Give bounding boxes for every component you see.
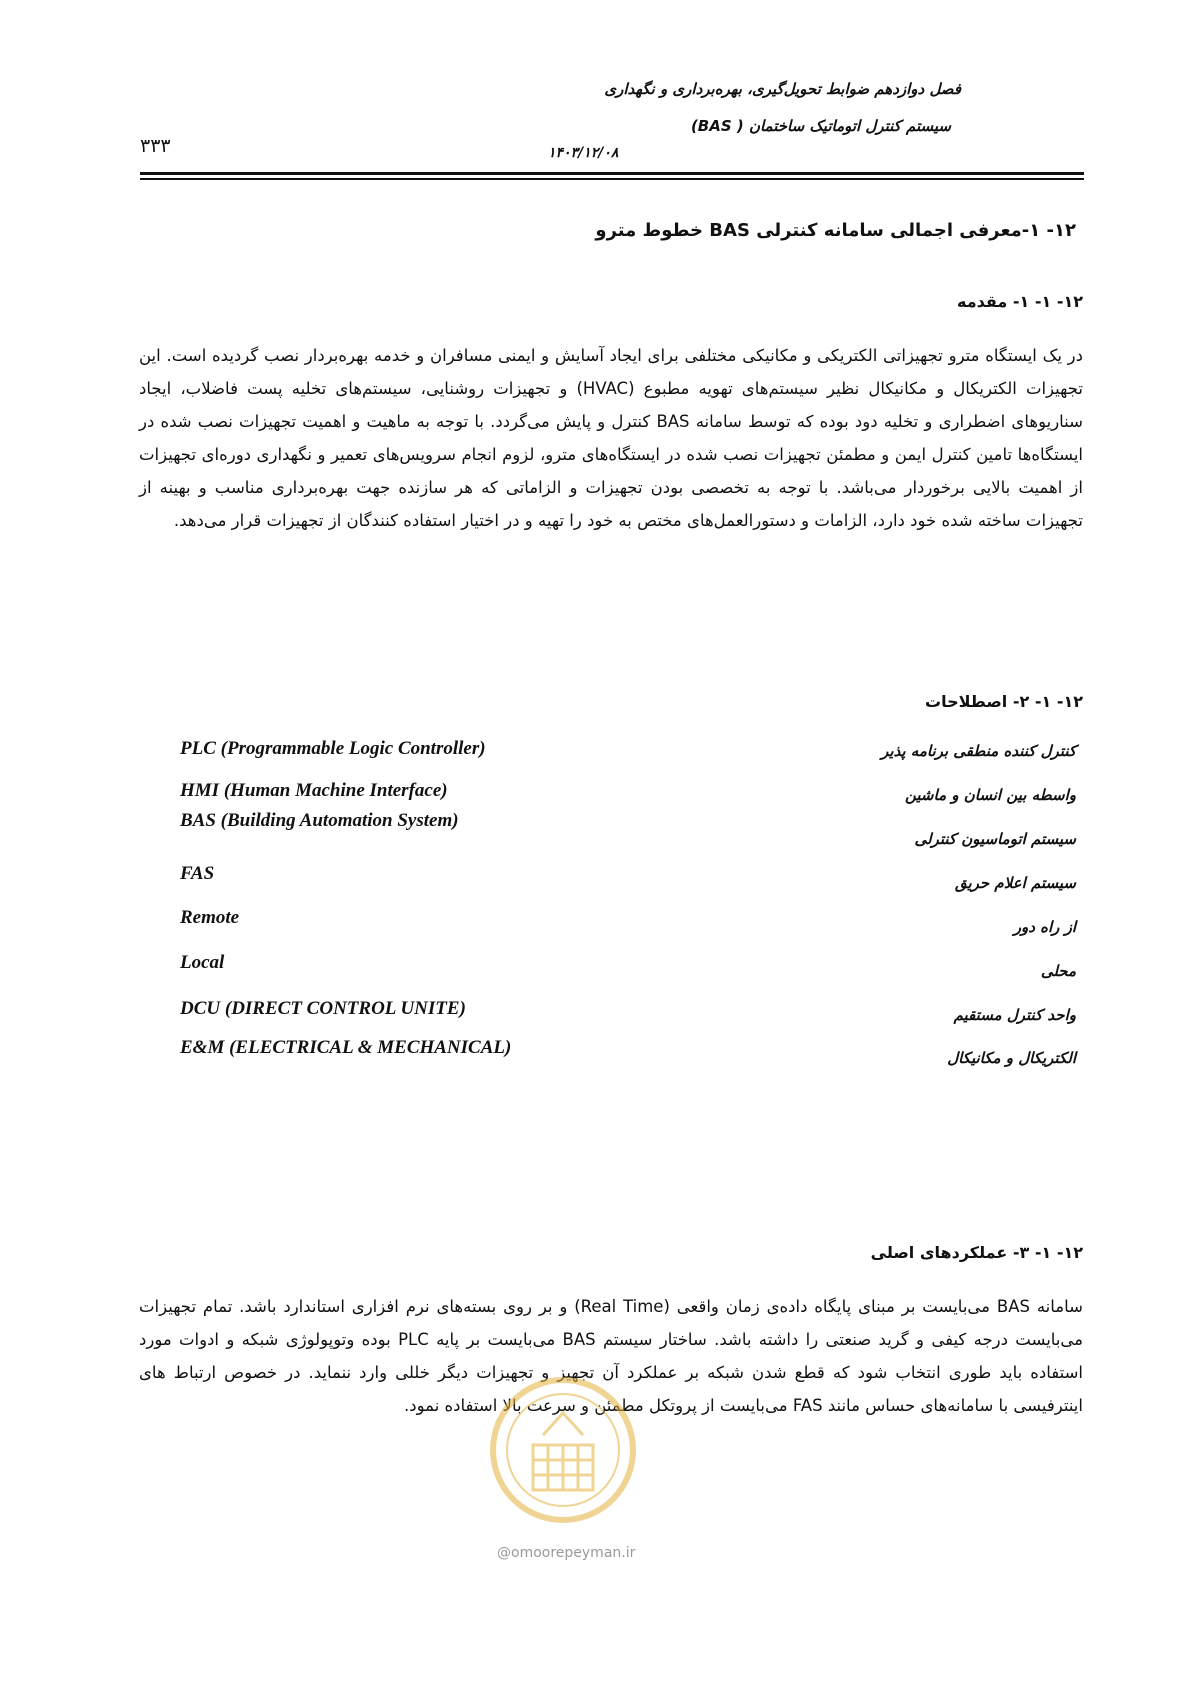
term-en: E&M (ELECTRICAL & MECHANICAL) [180, 1037, 512, 1058]
functions-paragraph: سامانه BAS می‌بایست بر مبنای پایگاه داده‌ی زمان واقعی (Real Time) و بر روی بسته‌های نرم افزاری استاندارد باشد. تمام تجهیزات می‌بایست درجه کیفی و گرید صنعتی را داشته باشد. ساختار سیستم BAS می‌بایست بر پایه PLC بوده وتوپولوژی شبکه و ادوات مورد استفاده باید طوری انتخاب شود که قطع شدن شبکه بر عملکرد آن تجهیز و تجهیزات دیگر خللی وارد ننماید. در خصوص ارتباط های اینترفیسی با سامانه‌های حساس مانند FAS می‌بایست از پروتکل مطمئن و سرعت بالا استفاده نمود. [139, 1297, 1084, 1415]
term-en: FAS [180, 863, 215, 884]
chapter-title: فصل دوازدهم ضوابط تحویل‌گیری، بهره‌برداری و نگهداری [604, 80, 961, 98]
page-number: ۳۳۳ [140, 135, 171, 157]
term-fa: محلی [1040, 962, 1076, 980]
intro-heading: ۱۲- ۱- ۱- مقدمه [957, 292, 1083, 311]
intro-paragraph: در یک ایستگاه مترو تجهیزاتی الکتریکی و مکانیکی مختلفی برای ایجاد آسایش و ایمنی مسافران و خدمه بهره‌بردار نصب گردیده است. این تجهیزات الکتریکال و مکانیکال نظیر سیستم‌های تهویه مطبوع (HVAC) و تجهیزات روشنایی، سیستم‌های تخلیه پست فاضلاب، ایجاد سناریوهای اضطراری و تخلیه دود بوده که توسط سامانه BAS کنترل و پایش می‌گردد. با توجه به ماهیت و اهمیت تجهیزات نصب شده در ایستگاه‌ها تامین کنترل ایمن و مطمئن تجهیزات نصب شده در ایستگاه‌های مترو، لزوم انجام سرویس‌های تعمیر و نگهداری دوره‌ای تجهیزات از اهمیت بالایی برخوردار می‌باشد. با توجه به تخصصی بودن تجهیزات و الزاماتی که هر سازنده جهت بهره‌برداری مناسب و بهینه از تجهیزات ساخته شده خود دارد، الزامات و دستورالعمل‌های مختص به خود را تهیه و در اختیار استفاده کنندگان از تجهیزات قرار می‌دهد. [139, 346, 1083, 530]
term-fa: واسطه بین انسان و ماشین [904, 786, 1076, 804]
term-fa: کنترل کننده منطقی برنامه پذیر [881, 742, 1076, 760]
watermark-logo [488, 1375, 638, 1525]
header-rule-thick [140, 172, 1084, 175]
document-date: ۱۴۰۳/۱۲/۰۸ [548, 145, 619, 161]
terms-heading: ۱۲- ۱- ۲- اصطلاحات [924, 692, 1083, 711]
term-en: BAS (Building Automation System) [180, 810, 459, 831]
watermark-building-icon [533, 1413, 593, 1490]
section-main-heading: ۱۲- ۱-معرفی اجمالی سامانه کنترلی BAS خطوط مترو [595, 220, 1076, 241]
term-en: Remote [180, 907, 240, 928]
functions-heading: ۱۲- ۱- ۳- عملکردهای اصلی [870, 1243, 1083, 1262]
term-fa: سیستم اعلام حریق [954, 874, 1076, 892]
term-fa: از راه دور [1013, 918, 1076, 936]
term-fa: الکتریکال و مکانیکال [947, 1049, 1076, 1067]
term-en: DCU (DIRECT CONTROL UNITE) [180, 998, 466, 1019]
chapter-subtitle: سیستم کنترل اتوماتیک ساختمان ( BAS) [690, 117, 951, 135]
term-en: PLC (Programmable Logic Controller) [180, 738, 486, 759]
watermark-url: @omoorepeyman.ir [497, 1545, 636, 1561]
term-fa: سیستم اتوماسیون کنترلی [914, 830, 1076, 848]
term-fa: واحد کنترل مستقیم [953, 1006, 1076, 1024]
term-en: Local [180, 952, 225, 973]
header-rule-thin [140, 178, 1084, 180]
term-en: HMI (Human Machine Interface) [180, 780, 448, 801]
